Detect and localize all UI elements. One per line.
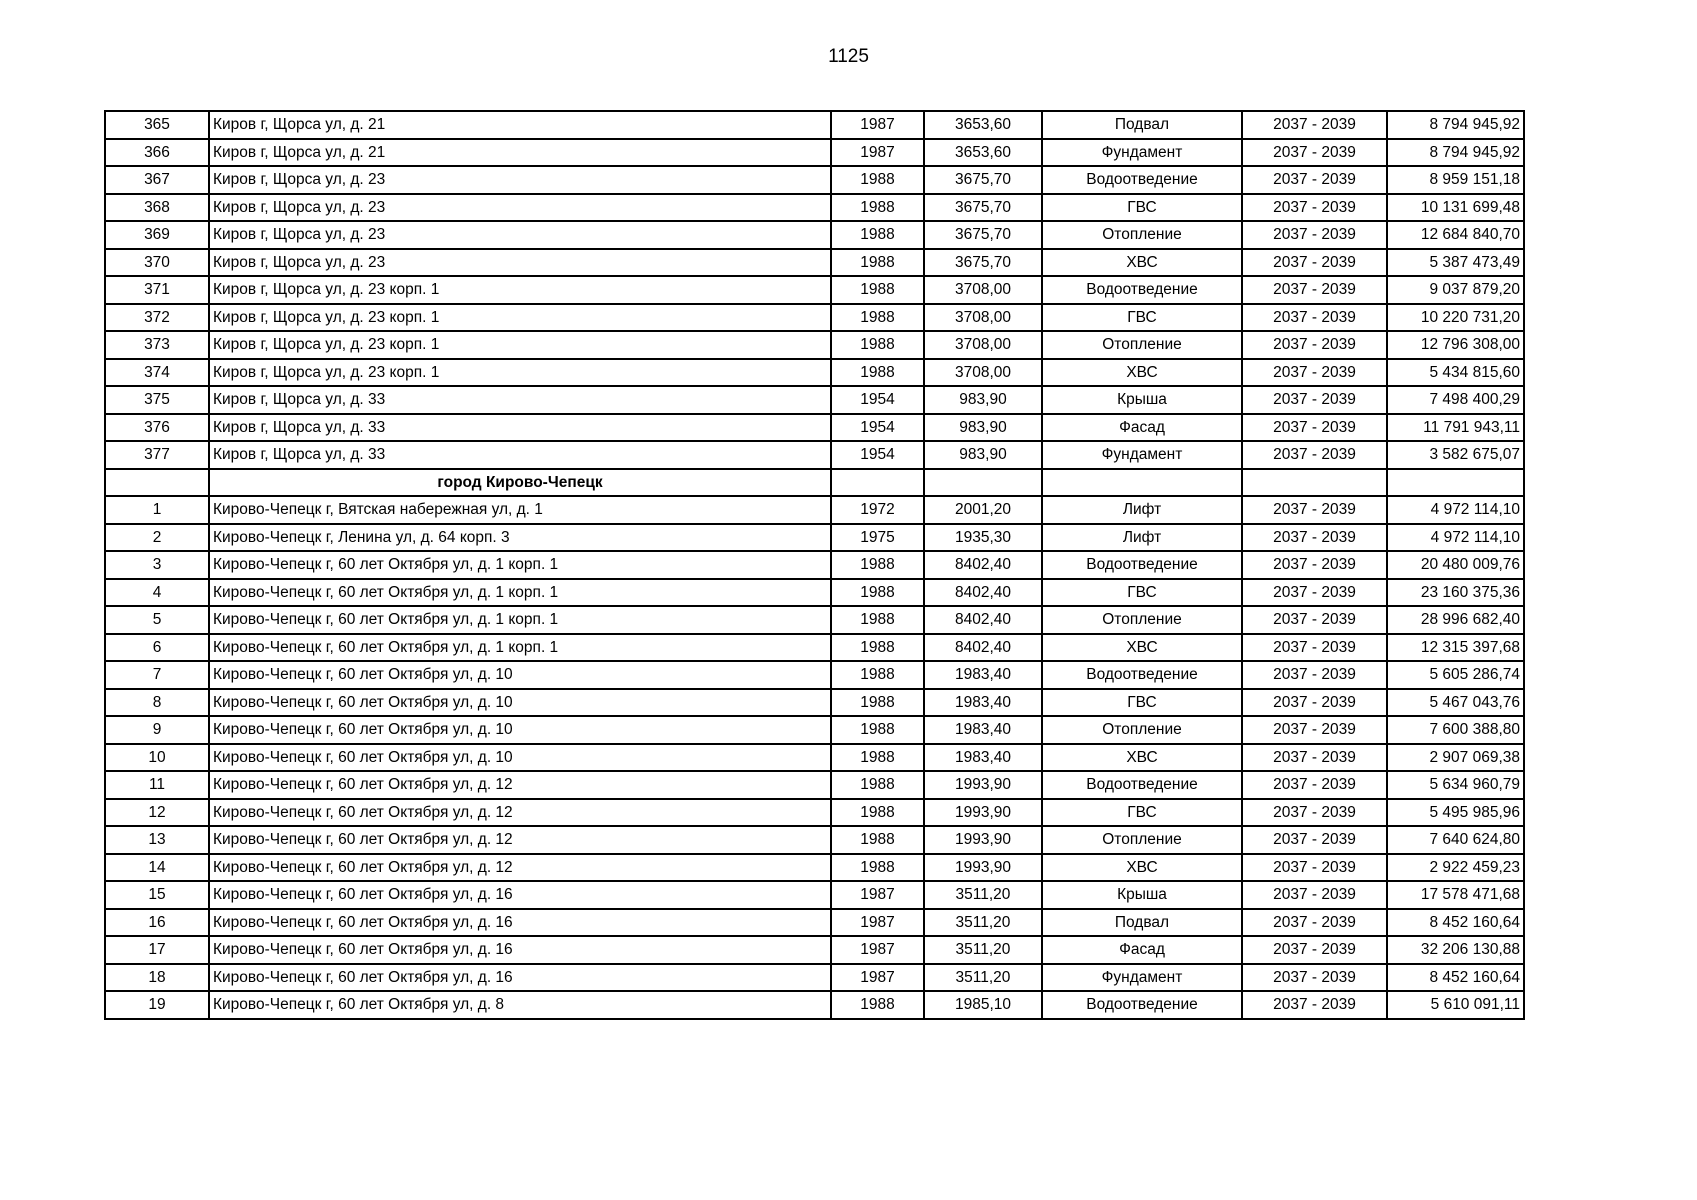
row-number: 365 [105, 111, 209, 139]
element-cell: Водоотведение [1042, 991, 1242, 1019]
address-cell: Кирово-Чепецк г, 60 лет Октября ул, д. 12 [209, 826, 831, 854]
period-cell: 2037 - 2039 [1242, 881, 1387, 909]
area-cell: 8402,40 [924, 579, 1042, 607]
row-number: 369 [105, 221, 209, 249]
year-cell: 1988 [831, 221, 924, 249]
row-number: 368 [105, 194, 209, 222]
period-cell: 2037 - 2039 [1242, 909, 1387, 937]
year-cell: 1954 [831, 386, 924, 414]
section-empty-cell [1042, 469, 1242, 497]
area-cell: 2001,20 [924, 496, 1042, 524]
element-cell: Водоотведение [1042, 661, 1242, 689]
year-cell: 1954 [831, 414, 924, 442]
page-number: 1125 [828, 46, 869, 67]
period-cell: 2037 - 2039 [1242, 414, 1387, 442]
cost-cell: 4 972 114,10 [1387, 524, 1524, 552]
cost-cell: 5 467 043,76 [1387, 689, 1524, 717]
address-cell: Кирово-Чепецк г, 60 лет Октября ул, д. 10 [209, 744, 831, 772]
year-cell: 1975 [831, 524, 924, 552]
address-cell: Кирово-Чепецк г, 60 лет Октября ул, д. 10 [209, 689, 831, 717]
area-cell: 3511,20 [924, 909, 1042, 937]
cost-cell: 5 434 815,60 [1387, 359, 1524, 387]
address-cell: Кирово-Чепецк г, 60 лет Октября ул, д. 10 [209, 661, 831, 689]
element-cell: ГВС [1042, 194, 1242, 222]
area-cell: 3653,60 [924, 111, 1042, 139]
area-cell: 983,90 [924, 386, 1042, 414]
section-row [105, 469, 1524, 497]
area-cell: 3511,20 [924, 881, 1042, 909]
area-cell: 1993,90 [924, 799, 1042, 827]
row-number: 16 [105, 909, 209, 937]
cost-cell: 7 498 400,29 [1387, 386, 1524, 414]
cost-cell: 28 996 682,40 [1387, 606, 1524, 634]
address-cell: Кирово-Чепецк г, 60 лет Октября ул, д. 10 [209, 716, 831, 744]
year-cell: 1987 [831, 909, 924, 937]
cost-cell: 23 160 375,36 [1387, 579, 1524, 607]
cost-cell: 8 794 945,92 [1387, 139, 1524, 167]
year-cell: 1988 [831, 166, 924, 194]
row-number: 376 [105, 414, 209, 442]
element-cell: Фундамент [1042, 441, 1242, 469]
row-number: 371 [105, 276, 209, 304]
table-row [105, 524, 1524, 552]
row-number: 6 [105, 634, 209, 662]
row-number: 373 [105, 331, 209, 359]
row-number: 375 [105, 386, 209, 414]
address-cell: Киров г, Щорса ул, д. 23 [209, 249, 831, 277]
table-row [105, 249, 1524, 277]
row-number: 14 [105, 854, 209, 882]
table-row [105, 331, 1524, 359]
row-number: 374 [105, 359, 209, 387]
table-row [105, 991, 1524, 1019]
address-cell: Киров г, Щорса ул, д. 23 [209, 221, 831, 249]
cost-cell: 11 791 943,11 [1387, 414, 1524, 442]
address-cell: Кирово-Чепецк г, 60 лет Октября ул, д. 16 [209, 936, 831, 964]
table-row [105, 771, 1524, 799]
element-cell: Фундамент [1042, 964, 1242, 992]
element-cell: Подвал [1042, 111, 1242, 139]
year-cell: 1987 [831, 936, 924, 964]
address-cell: Киров г, Щорса ул, д. 33 [209, 441, 831, 469]
year-cell: 1987 [831, 111, 924, 139]
element-cell: Водоотведение [1042, 771, 1242, 799]
period-cell: 2037 - 2039 [1242, 359, 1387, 387]
year-cell: 1988 [831, 606, 924, 634]
row-number: 4 [105, 579, 209, 607]
area-cell: 1993,90 [924, 854, 1042, 882]
year-cell: 1988 [831, 194, 924, 222]
period-cell: 2037 - 2039 [1242, 276, 1387, 304]
period-cell: 2037 - 2039 [1242, 304, 1387, 332]
address-cell: Кирово-Чепецк г, Ленина ул, д. 64 корп. 3 [209, 524, 831, 552]
table-row [105, 881, 1524, 909]
address-cell: Киров г, Щорса ул, д. 23 корп. 1 [209, 304, 831, 332]
address-cell: Кирово-Чепецк г, 60 лет Октября ул, д. 12 [209, 854, 831, 882]
element-cell: ГВС [1042, 579, 1242, 607]
element-cell: ХВС [1042, 634, 1242, 662]
area-cell: 3675,70 [924, 249, 1042, 277]
area-cell: 3708,00 [924, 304, 1042, 332]
cost-cell: 17 578 471,68 [1387, 881, 1524, 909]
period-cell: 2037 - 2039 [1242, 496, 1387, 524]
cost-cell: 8 452 160,64 [1387, 964, 1524, 992]
year-cell: 1988 [831, 689, 924, 717]
section-empty-cell [924, 469, 1042, 497]
address-cell: Кирово-Чепецк г, 60 лет Октября ул, д. 16 [209, 881, 831, 909]
row-number: 18 [105, 964, 209, 992]
area-cell: 8402,40 [924, 551, 1042, 579]
year-cell: 1988 [831, 854, 924, 882]
area-cell: 3708,00 [924, 359, 1042, 387]
period-cell: 2037 - 2039 [1242, 771, 1387, 799]
cost-cell: 12 315 397,68 [1387, 634, 1524, 662]
address-cell: Кирово-Чепецк г, Вятская набережная ул, д. 1 [209, 496, 831, 524]
table-row [105, 964, 1524, 992]
table-row [105, 936, 1524, 964]
area-cell: 3653,60 [924, 139, 1042, 167]
year-cell: 1987 [831, 881, 924, 909]
address-cell: Киров г, Щорса ул, д. 23 корп. 1 [209, 276, 831, 304]
address-cell: Кирово-Чепецк г, 60 лет Октября ул, д. 1 корп. 1 [209, 606, 831, 634]
row-number: 10 [105, 744, 209, 772]
element-cell: ХВС [1042, 744, 1242, 772]
cost-cell: 32 206 130,88 [1387, 936, 1524, 964]
period-cell: 2037 - 2039 [1242, 551, 1387, 579]
year-cell: 1988 [831, 579, 924, 607]
cost-cell: 8 452 160,64 [1387, 909, 1524, 937]
table-row [105, 414, 1524, 442]
area-cell: 3675,70 [924, 221, 1042, 249]
cost-cell: 4 972 114,10 [1387, 496, 1524, 524]
row-number: 372 [105, 304, 209, 332]
cost-cell: 8 794 945,92 [1387, 111, 1524, 139]
table-row [105, 221, 1524, 249]
element-cell: Фасад [1042, 936, 1242, 964]
row-number: 17 [105, 936, 209, 964]
element-cell: Лифт [1042, 524, 1242, 552]
element-cell: ГВС [1042, 799, 1242, 827]
element-cell: Отопление [1042, 606, 1242, 634]
address-cell: Киров г, Щорса ул, д. 23 корп. 1 [209, 359, 831, 387]
period-cell: 2037 - 2039 [1242, 579, 1387, 607]
area-cell: 1993,90 [924, 826, 1042, 854]
address-cell: Киров г, Щорса ул, д. 21 [209, 111, 831, 139]
row-number: 11 [105, 771, 209, 799]
address-cell: Кирово-Чепецк г, 60 лет Октября ул, д. 1 корп. 1 [209, 579, 831, 607]
section-header [105, 469, 1524, 497]
element-cell: Фундамент [1042, 139, 1242, 167]
address-cell: Кирово-Чепецк г, 60 лет Октября ул, д. 1 корп. 1 [209, 634, 831, 662]
table-row [105, 139, 1524, 167]
table-body-kirov [105, 111, 1524, 469]
area-cell: 1935,30 [924, 524, 1042, 552]
period-cell: 2037 - 2039 [1242, 386, 1387, 414]
table-row [105, 689, 1524, 717]
cost-cell: 5 605 286,74 [1387, 661, 1524, 689]
element-cell: Крыша [1042, 881, 1242, 909]
element-cell: ГВС [1042, 304, 1242, 332]
period-cell: 2037 - 2039 [1242, 744, 1387, 772]
element-cell: Отопление [1042, 331, 1242, 359]
period-cell: 2037 - 2039 [1242, 139, 1387, 167]
period-cell: 2037 - 2039 [1242, 799, 1387, 827]
element-cell: Отопление [1042, 826, 1242, 854]
row-number: 12 [105, 799, 209, 827]
table-row [105, 111, 1524, 139]
table-row [105, 276, 1524, 304]
row-number: 366 [105, 139, 209, 167]
cost-cell: 5 610 091,11 [1387, 991, 1524, 1019]
element-cell: ХВС [1042, 359, 1242, 387]
element-cell: ГВС [1042, 689, 1242, 717]
address-cell: Киров г, Щорса ул, д. 23 [209, 194, 831, 222]
section-empty-cell [831, 469, 924, 497]
area-cell: 1983,40 [924, 689, 1042, 717]
period-cell: 2037 - 2039 [1242, 854, 1387, 882]
address-cell: Киров г, Щорса ул, д. 23 корп. 1 [209, 331, 831, 359]
area-cell: 8402,40 [924, 606, 1042, 634]
year-cell: 1988 [831, 661, 924, 689]
period-cell: 2037 - 2039 [1242, 166, 1387, 194]
area-cell: 1993,90 [924, 771, 1042, 799]
element-cell: ХВС [1042, 249, 1242, 277]
cost-cell: 20 480 009,76 [1387, 551, 1524, 579]
element-cell: Лифт [1042, 496, 1242, 524]
row-number: 3 [105, 551, 209, 579]
area-cell: 1983,40 [924, 716, 1042, 744]
address-cell: Киров г, Щорса ул, д. 23 [209, 166, 831, 194]
cost-cell: 2 922 459,23 [1387, 854, 1524, 882]
area-cell: 3675,70 [924, 194, 1042, 222]
cost-cell: 10 220 731,20 [1387, 304, 1524, 332]
address-cell: Киров г, Щорса ул, д. 33 [209, 386, 831, 414]
repair-register-table [104, 110, 1525, 1020]
area-cell: 3511,20 [924, 964, 1042, 992]
element-cell: Крыша [1042, 386, 1242, 414]
row-number: 367 [105, 166, 209, 194]
cost-cell: 9 037 879,20 [1387, 276, 1524, 304]
row-number: 1 [105, 496, 209, 524]
area-cell: 1983,40 [924, 661, 1042, 689]
year-cell: 1988 [831, 716, 924, 744]
table-row [105, 909, 1524, 937]
period-cell: 2037 - 2039 [1242, 991, 1387, 1019]
cost-cell: 7 600 388,80 [1387, 716, 1524, 744]
table-row [105, 166, 1524, 194]
year-cell: 1988 [831, 634, 924, 662]
cost-cell: 5 634 960,79 [1387, 771, 1524, 799]
table-row [105, 826, 1524, 854]
cost-cell: 5 495 985,96 [1387, 799, 1524, 827]
period-cell: 2037 - 2039 [1242, 441, 1387, 469]
row-number: 9 [105, 716, 209, 744]
element-cell: Водоотведение [1042, 166, 1242, 194]
period-cell: 2037 - 2039 [1242, 936, 1387, 964]
cost-cell: 12 684 840,70 [1387, 221, 1524, 249]
period-cell: 2037 - 2039 [1242, 194, 1387, 222]
period-cell: 2037 - 2039 [1242, 221, 1387, 249]
year-cell: 1988 [831, 304, 924, 332]
cost-cell: 5 387 473,49 [1387, 249, 1524, 277]
address-cell: Кирово-Чепецк г, 60 лет Октября ул, д. 1 корп. 1 [209, 551, 831, 579]
year-cell: 1988 [831, 359, 924, 387]
row-number: 13 [105, 826, 209, 854]
year-cell: 1988 [831, 249, 924, 277]
table-row [105, 496, 1524, 524]
period-cell: 2037 - 2039 [1242, 249, 1387, 277]
address-cell: Киров г, Щорса ул, д. 33 [209, 414, 831, 442]
area-cell: 1983,40 [924, 744, 1042, 772]
area-cell: 8402,40 [924, 634, 1042, 662]
cost-cell: 3 582 675,07 [1387, 441, 1524, 469]
year-cell: 1988 [831, 276, 924, 304]
area-cell: 983,90 [924, 441, 1042, 469]
period-cell: 2037 - 2039 [1242, 634, 1387, 662]
table-row [105, 799, 1524, 827]
year-cell: 1972 [831, 496, 924, 524]
area-cell: 983,90 [924, 414, 1042, 442]
period-cell: 2037 - 2039 [1242, 716, 1387, 744]
year-cell: 1987 [831, 964, 924, 992]
cost-cell: 10 131 699,48 [1387, 194, 1524, 222]
year-cell: 1988 [831, 331, 924, 359]
section-empty-cell [1242, 469, 1387, 497]
row-number: 19 [105, 991, 209, 1019]
row-number: 15 [105, 881, 209, 909]
table-row [105, 854, 1524, 882]
cost-cell: 12 796 308,00 [1387, 331, 1524, 359]
period-cell: 2037 - 2039 [1242, 964, 1387, 992]
table-row [105, 304, 1524, 332]
year-cell: 1954 [831, 441, 924, 469]
area-cell: 3708,00 [924, 331, 1042, 359]
year-cell: 1988 [831, 551, 924, 579]
section-empty-cell [1387, 469, 1524, 497]
table-row [105, 661, 1524, 689]
table-row [105, 634, 1524, 662]
section-title: город Кирово-Чепецк [209, 469, 831, 497]
table-row [105, 744, 1524, 772]
table-row [105, 551, 1524, 579]
element-cell: ХВС [1042, 854, 1242, 882]
table-row [105, 716, 1524, 744]
address-cell: Киров г, Щорса ул, д. 21 [209, 139, 831, 167]
address-cell: Кирово-Чепецк г, 60 лет Октября ул, д. 16 [209, 964, 831, 992]
address-cell: Кирово-Чепецк г, 60 лет Октября ул, д. 12 [209, 799, 831, 827]
element-cell: Водоотведение [1042, 551, 1242, 579]
year-cell: 1988 [831, 744, 924, 772]
table-row [105, 579, 1524, 607]
element-cell: Отопление [1042, 221, 1242, 249]
element-cell: Водоотведение [1042, 276, 1242, 304]
year-cell: 1988 [831, 826, 924, 854]
cost-cell: 8 959 151,18 [1387, 166, 1524, 194]
period-cell: 2037 - 2039 [1242, 689, 1387, 717]
area-cell: 3675,70 [924, 166, 1042, 194]
period-cell: 2037 - 2039 [1242, 524, 1387, 552]
row-number: 7 [105, 661, 209, 689]
year-cell: 1988 [831, 771, 924, 799]
element-cell: Фасад [1042, 414, 1242, 442]
cost-cell: 7 640 624,80 [1387, 826, 1524, 854]
address-cell: Кирово-Чепецк г, 60 лет Октября ул, д. 8 [209, 991, 831, 1019]
period-cell: 2037 - 2039 [1242, 331, 1387, 359]
cost-cell: 2 907 069,38 [1387, 744, 1524, 772]
address-cell: Кирово-Чепецк г, 60 лет Октября ул, д. 12 [209, 771, 831, 799]
table-body-kirovo-chepetsk [105, 496, 1524, 1019]
row-number: 8 [105, 689, 209, 717]
period-cell: 2037 - 2039 [1242, 606, 1387, 634]
year-cell: 1988 [831, 991, 924, 1019]
area-cell: 3511,20 [924, 936, 1042, 964]
row-number: 370 [105, 249, 209, 277]
table-row [105, 606, 1524, 634]
row-number: 377 [105, 441, 209, 469]
row-number: 2 [105, 524, 209, 552]
element-cell: Отопление [1042, 716, 1242, 744]
table-row [105, 386, 1524, 414]
area-cell: 3708,00 [924, 276, 1042, 304]
year-cell: 1987 [831, 139, 924, 167]
year-cell: 1988 [831, 799, 924, 827]
period-cell: 2037 - 2039 [1242, 826, 1387, 854]
address-cell: Кирово-Чепецк г, 60 лет Октября ул, д. 16 [209, 909, 831, 937]
element-cell: Подвал [1042, 909, 1242, 937]
row-number: 5 [105, 606, 209, 634]
table-row [105, 441, 1524, 469]
period-cell: 2037 - 2039 [1242, 661, 1387, 689]
section-number-cell [105, 469, 209, 497]
table-row [105, 194, 1524, 222]
table-row [105, 359, 1524, 387]
period-cell: 2037 - 2039 [1242, 111, 1387, 139]
area-cell: 1985,10 [924, 991, 1042, 1019]
